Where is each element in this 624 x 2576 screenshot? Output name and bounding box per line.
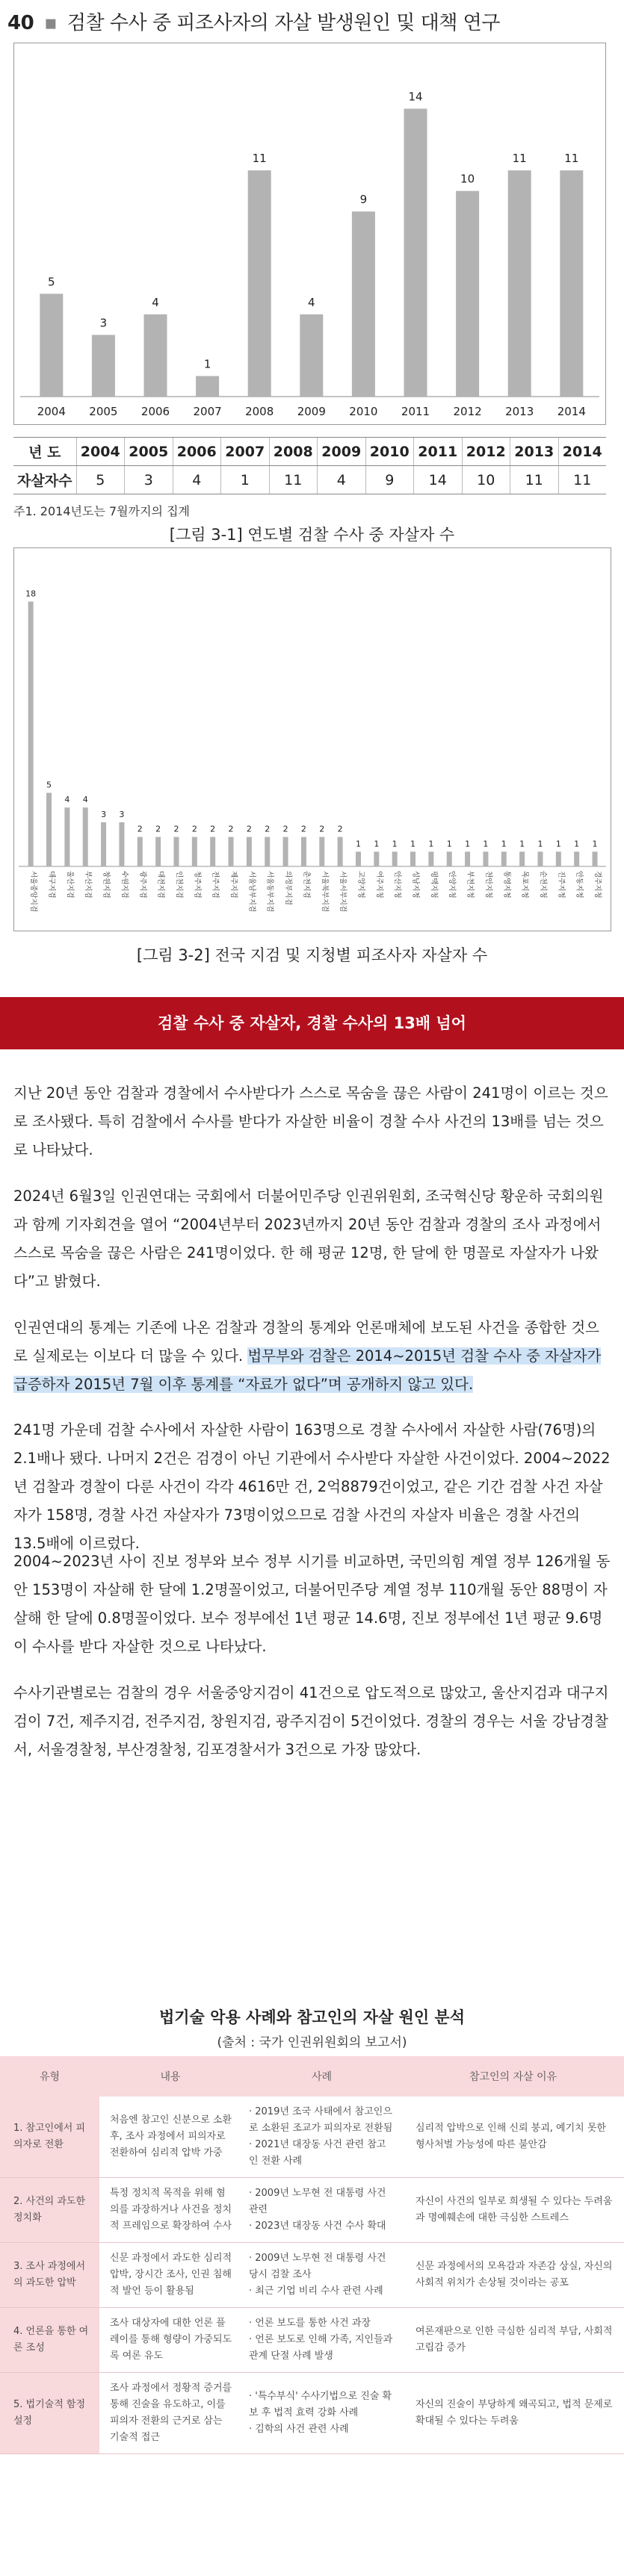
page-header-title: 검찰 수사 중 피조사자의 자살 발생원인 및 대책 연구 [67, 12, 500, 34]
bar-대구지검 [46, 793, 52, 867]
data-label-대구지검: 5 [46, 780, 52, 790]
analysis-table-row [0, 2308, 624, 2373]
data-label-전주지검: 2 [210, 824, 216, 834]
row-cases: · 2019년 조국 사태에서 참고인으로 소환된 조교가 피의자로 전환됨 · 2021년 대장동 사건 관련 참고인 전환 사례 [241, 2097, 402, 2178]
tick-label-서울동부지검: 서울동부지검 [265, 871, 274, 913]
data-label-2011: 14 [408, 90, 423, 104]
figure-caption-1: [그림 3-1] 연도별 검찰 수사 중 자살자 수 [169, 526, 455, 544]
row-content: 신문 과정에서 과도한 심리적 압박, 장시간 조사, 인권 침해적 발언 등이 활용됨 [99, 2243, 241, 2308]
data-label-2005: 3 [99, 316, 108, 330]
paragraph-3 [13, 1314, 611, 1399]
data-label-창원지검: 3 [101, 809, 107, 819]
tick-label-2012: 2012 [453, 405, 482, 418]
page-header [7, 7, 500, 35]
bar-안산지청 [392, 851, 398, 866]
data-label-2009: 4 [308, 295, 315, 309]
data-label-서울중앙지검: 18 [25, 589, 37, 599]
paragraph-2: 2024년 6월3일 인권연대는 국회에서 더불어민주당 인권위원회, 조국혁신당 황운하 국회의원과 함께 기자회견을 열어 “2004년부터 2023년까지 20년 동안 검찰과 경찰의 조사 과정에서 스스로 목숨을 끊은 사람은 241명이었다. 한 해 평균 12명, 한 달에 한 명꼴로 자살자가 나왔다”고 밝혔다. [13, 1188, 604, 1290]
tick-label-천안지청: 천안지청 [484, 871, 492, 899]
row-type: 2. 사건의 과도한 정치화 [0, 2178, 99, 2243]
bar-의정부지검 [283, 837, 288, 866]
analysis-table-row [0, 2097, 624, 2178]
bar-서울남부지검 [247, 837, 252, 866]
bar-2006 [144, 314, 167, 397]
tick-label-서울서부지검: 서울서부지검 [339, 871, 347, 913]
tick-label-2007: 2007 [193, 405, 222, 418]
bar-목포지청 [519, 851, 525, 866]
tick-label-춘천지검: 춘천지검 [302, 871, 311, 899]
analysis-table-row [0, 2243, 624, 2308]
row-content: 조사 대상자에 대한 언론 플레이를 통해 형량이 가중되도록 여론 유도 [99, 2308, 241, 2373]
tick-label-2013: 2013 [505, 405, 534, 418]
tick-label-대전지검: 대전지검 [156, 871, 165, 899]
analysis-table-row [0, 2373, 624, 2454]
tick-label-부산지검: 부산지검 [84, 871, 93, 899]
tick-label-2009: 2009 [297, 405, 326, 418]
yearly-table-year-row [13, 438, 606, 466]
year-cell-2009: 2009 [318, 438, 366, 466]
paragraph-5: 2004~2023년 사이 진보 정부와 보수 정부 시기를 비교하면, 국민의힘 계열 정부 126개월 동안 153명이 자살해 한 달에 1.2명꼴이었고, 더불어민주당 계열 정부 110개월 동안 88명이 자살해 한 달에 0.8명꼴이었다. 보수 정부에선 1년 평균 14.6명, 진보 정부에선 1년 평균 9.6명이 수사를 받다 자살한 것으로 나타났다. [13, 1553, 611, 1655]
data-label-2012: 10 [460, 172, 475, 186]
tick-label-2004: 2004 [37, 405, 66, 418]
bar-울산지검 [64, 807, 69, 866]
paragraph-1: 지난 20년 동안 검찰과 경찰에서 수사받다가 스스로 목숨을 끊은 사람이 241명이 이르는 것으로 조사됐다. 특히 검찰에서 수사를 받다가 자살한 비율이 경찰 수사 사건의 13배를 넘는 것으로 나타났다. [13, 1084, 608, 1158]
data-label-목포지청: 1 [519, 839, 525, 849]
data-label-인천지검: 2 [173, 824, 179, 834]
count-cell-2011: 14 [414, 466, 463, 494]
data-label-2004: 5 [48, 275, 55, 289]
tick-label-서울중앙지검: 서울중앙지검 [29, 871, 38, 913]
tick-label-의정부지검: 의정부지검 [284, 871, 293, 905]
data-label-울산지검: 4 [64, 795, 70, 805]
row-reason: 자신이 사건의 일부로 희생될 수 있다는 두려움과 명예훼손에 대한 극심한 스트레스 [402, 2178, 624, 2243]
year-cell-2007: 2007 [221, 438, 270, 466]
row-type: 3. 조사 과정에서의 과도한 압박 [0, 2243, 99, 2308]
row-content: 특정 정치적 목적을 위해 혐의를 과장하거나 사건을 정치적 프레임으로 확장하여 수사 [99, 2178, 241, 2243]
year-cell-2004: 2004 [76, 438, 125, 466]
data-label-제주지검: 2 [228, 824, 234, 834]
data-label-평택지청: 1 [428, 839, 434, 849]
data-label-서울서부지검: 2 [337, 824, 343, 834]
paragraph-6: 수사기관별로는 검찰의 경우 서울중앙지검이 41건으로 압도적으로 많았고, 울산지검과 대구지검이 7건, 제주지검, 전주지검, 창원지검, 광주지검이 5건이었다. 경찰의 경우는 서울 강남경찰서, 서울경찰청, 부산경찰청, 김포경찰서가 3건으로 가장 많았다. [13, 1684, 609, 1758]
bar-성남지청 [410, 851, 416, 866]
analysis-table-title: 법기술 악용 사례와 참고인의 자살 원인 분석 [158, 2008, 465, 2026]
year-cell-2005: 2005 [125, 438, 173, 466]
row-cases: · 언론 보도를 통한 사건 과장 · 언론 보도로 인해 가족, 지인들과 관계 단절 사례 발생 [241, 2308, 402, 2373]
count-cell-2010: 9 [365, 466, 414, 494]
year-cell-2014: 2014 [558, 438, 606, 466]
bar-부천지청 [465, 851, 470, 866]
section-banner: 검찰 수사 중 자살자, 경찰 수사의 13배 넘어 [0, 997, 624, 1049]
bar-2009 [300, 314, 323, 397]
bar-2012 [456, 191, 479, 397]
tick-label-서울남부지검: 서울남부지검 [247, 871, 256, 913]
data-label-청주지검: 2 [191, 824, 197, 834]
data-label-고양지청: 1 [355, 839, 361, 849]
bar-부산지검 [83, 807, 88, 866]
tick-label-광주지검: 광주지검 [138, 871, 147, 899]
bar-전주지검 [210, 837, 215, 866]
row-reason: 신문 과정에서의 모욕감과 자존감 상실, 자신의 사회적 위치가 손상될 것이라는 공포 [402, 2243, 624, 2308]
bar-안동지청 [574, 851, 579, 866]
year-cell-2012: 2012 [462, 438, 510, 466]
bar-창원지검 [101, 822, 106, 866]
tick-label-인천지검: 인천지검 [174, 871, 183, 899]
header-type: 유형 [0, 2056, 99, 2097]
tick-label-안동지청: 안동지청 [575, 871, 584, 899]
bar-청주지검 [192, 837, 197, 866]
count-cell-2007: 1 [221, 466, 270, 494]
yearly-table-count-row [13, 466, 606, 494]
count-cell-2014: 11 [558, 466, 606, 494]
bar-천안지청 [483, 851, 488, 866]
year-cell-2011: 2011 [414, 438, 463, 466]
bar-제주지검 [229, 837, 234, 866]
bar-여주지청 [374, 851, 379, 866]
count-cell-2005: 3 [125, 466, 173, 494]
year-cell-2006: 2006 [173, 438, 221, 466]
analysis-table-header [0, 2056, 624, 2097]
year-cell-2008: 2008 [269, 438, 318, 466]
bar-평택지청 [428, 851, 433, 866]
tick-label-고양지청: 고양지청 [356, 871, 365, 899]
bar-서울중앙지검 [28, 601, 34, 866]
header-reason: 참고인의 자살 이유 [402, 2056, 624, 2097]
tick-label-통영지청: 통영지청 [502, 871, 511, 899]
row-cases: · 2009년 노무현 전 대통령 사건 관련 · 2023년 대장동 사건 수사 확대 [241, 2178, 402, 2243]
bar-2005 [92, 335, 115, 397]
data-label-서울동부지검: 2 [265, 824, 271, 834]
bar-2010 [352, 211, 375, 397]
data-label-광주지검: 2 [137, 824, 143, 834]
analysis-table-row [0, 2178, 624, 2243]
data-label-서울북부지검: 2 [319, 824, 325, 834]
count-cell-2009: 4 [318, 466, 366, 494]
tick-label-청주지검: 청주지검 [193, 871, 202, 899]
tick-label-진주지청: 진주지청 [557, 871, 566, 899]
bar-통영지청 [501, 851, 507, 866]
bar-2011 [404, 109, 427, 397]
year-cell-2010: 2010 [365, 438, 414, 466]
row-cases: · '특수부식' 수사기법으로 진술 확보 후 법적 효력 강화 사례 · 김학의 사건 관련 사례 [241, 2373, 402, 2454]
tick-label-2010: 2010 [349, 405, 378, 418]
row-content: 조사 과정에서 정황적 증거를 통해 진술을 유도하고, 이를 피의자 전환의 근거로 삼는 기술적 접근 [99, 2373, 241, 2454]
tick-label-2006: 2006 [140, 405, 170, 418]
data-label-서울남부지검: 2 [246, 824, 252, 834]
bar-서울동부지검 [265, 837, 270, 866]
bar-순천지청 [537, 851, 543, 866]
chart-office-suicides [13, 547, 611, 931]
chart-office-svg [14, 548, 611, 931]
tick-label-순천지청: 순천지청 [538, 871, 547, 899]
bullet-icon: ▪ [43, 12, 58, 34]
bar-수원지검 [119, 822, 124, 866]
yearly-table [13, 437, 606, 494]
tick-label-여주지청: 여주지청 [374, 871, 383, 899]
data-label-성남지청: 1 [410, 839, 416, 849]
data-label-안산지청: 1 [392, 839, 398, 849]
header-cases: 사례 [241, 2056, 402, 2097]
bar-광주지검 [138, 837, 143, 866]
paragraph-3-text: 인권연대의 통계는 기존에 나온 검찰과 경찰의 통계와 언론매체에 보도된 사건을 종합한 것으로 실제로는 이보다 더 많을 수 있다. [13, 1319, 599, 1365]
bar-대전지검 [155, 837, 161, 866]
tick-label-2008: 2008 [245, 405, 274, 418]
chart-yearly-suicides [13, 43, 606, 425]
data-label-부산지검: 4 [82, 795, 88, 805]
data-label-수원지검: 3 [119, 809, 125, 819]
data-label-2007: 1 [203, 357, 211, 371]
count-cell-2004: 5 [76, 466, 125, 494]
data-label-대전지검: 2 [155, 824, 161, 834]
data-label-경주지청: 1 [592, 839, 598, 849]
tick-label-서울북부지검: 서울북부지검 [320, 871, 329, 913]
data-label-2006: 4 [152, 295, 159, 309]
bar-2013 [508, 170, 531, 397]
tick-label-부천지청: 부천지청 [466, 871, 475, 899]
row-type: 1. 참고인에서 피의자로 전환 [0, 2097, 99, 2178]
tick-label-전주지검: 전주지검 [211, 871, 220, 899]
chart-yearly-svg [14, 43, 605, 424]
bar-서울서부지검 [338, 837, 343, 866]
paragraph-3-highlight: 법무부와 검찰은 2014~2015년 검찰 수사 중 자살자가 급증하자 2015년 7월 이후 통계를 “자료가 없다”며 공개하지 않고 있다. [13, 1347, 602, 1393]
analysis-table [0, 2056, 624, 2454]
figure-caption-2: [그림 3-2] 전국 지검 및 지청별 피조사자 자살자 수 [136, 946, 488, 964]
tick-label-경주지청: 경주지청 [593, 871, 602, 899]
count-cell-2006: 4 [173, 466, 221, 494]
data-label-여주지청: 1 [374, 839, 380, 849]
bar-2014 [560, 170, 583, 397]
bar-2007 [196, 376, 219, 397]
count-cell-2013: 11 [510, 466, 559, 494]
analysis-table-body [0, 2097, 624, 2454]
count-cell-2008: 11 [269, 466, 318, 494]
header-content: 내용 [99, 2056, 241, 2097]
tick-label-성남지청: 성남지청 [411, 871, 420, 899]
tick-label-2014: 2014 [557, 405, 586, 418]
bar-춘천지검 [301, 837, 306, 866]
tick-label-2011: 2011 [401, 405, 430, 418]
yearly-table-year-head: 년 도 [13, 438, 76, 466]
tick-label-울산지검: 울산지검 [65, 871, 74, 899]
bar-고양지청 [356, 851, 361, 866]
tick-label-안산지청: 안산지청 [393, 871, 402, 899]
bar-서울북부지검 [319, 837, 324, 866]
bar-인천지검 [173, 837, 179, 866]
tick-label-목포지청: 목포지청 [520, 871, 529, 899]
row-cases: · 2009년 노무현 전 대통령 사건 당시 검찰 조사 · 최근 기업 비리 수사 관련 사례 [241, 2243, 402, 2308]
tick-label-수원지검: 수원지검 [120, 871, 129, 899]
row-type: 5. 법기술적 함정 설정 [0, 2373, 99, 2454]
data-label-2014: 11 [564, 152, 579, 166]
paragraph-4: 241명 가운데 검찰 수사에서 자살한 사람이 163명으로 경찰 수사에서 자살한 사람(76명)의 2.1배나 됐다. 나머지 2건은 검경이 아닌 기관에서 수사받다 자살한 사건이었다. 2004~2022년 검찰과 경찰이 다룬 사건이 각각 4616만 건, 2억8879건이었고, 같은 기간 검찰 사건 자살자가 158명, 경찰 사건 자살자가 73명이었으므로 검찰 사건의 자살자 비율은 경찰 사건의 13.5배에 이르렀다. [13, 1421, 611, 1552]
tick-label-2005: 2005 [89, 405, 118, 418]
row-type: 4. 언론을 통한 여론 조성 [0, 2308, 99, 2373]
data-label-의정부지검: 2 [282, 824, 288, 834]
row-reason: 심리적 압박으로 인해 신뢰 붕괴, 예기치 못한 형사처벌 가능성에 따른 불안감 [402, 2097, 624, 2178]
row-content: 처음엔 참고인 신분으로 소환 후, 조사 과정에서 피의자로 전환하여 심리적 압박 가중 [99, 2097, 241, 2178]
bar-2008 [248, 170, 271, 397]
tick-label-창원지검: 창원지검 [102, 871, 111, 899]
data-label-2013: 11 [512, 152, 527, 166]
page-number: 40 [7, 12, 34, 34]
row-reason: 여론재판으로 인한 극심한 심리적 부담, 사회적 고립감 증가 [402, 2308, 624, 2373]
row-reason: 자신의 진술이 부당하게 왜곡되고, 법적 문제로 확대될 수 있다는 두려움 [402, 2373, 624, 2454]
data-label-순천지청: 1 [537, 839, 543, 849]
yearly-table-count-head: 자살자수 [13, 466, 76, 494]
year-cell-2013: 2013 [510, 438, 559, 466]
bar-안양지청 [447, 851, 452, 866]
count-cell-2012: 10 [462, 466, 510, 494]
tick-label-제주지검: 제주지검 [229, 871, 238, 899]
bar-경주지청 [593, 851, 598, 866]
data-label-통영지청: 1 [501, 839, 507, 849]
data-label-부천지청: 1 [465, 839, 471, 849]
data-label-안양지청: 1 [446, 839, 452, 849]
data-label-2008: 11 [252, 152, 267, 166]
bar-2004 [40, 294, 63, 397]
data-label-2010: 9 [359, 193, 368, 207]
tick-label-안양지청: 안양지청 [448, 871, 457, 899]
data-label-천안지청: 1 [483, 839, 489, 849]
bar-진주지청 [556, 851, 561, 866]
chart-note: 주1. 2014년도는 7월까지의 집계 [13, 504, 190, 518]
data-label-안동지청: 1 [574, 839, 580, 849]
analysis-table-source: (출처 : 국가 인권위원회의 보고서) [217, 2035, 407, 2050]
tick-label-대구지검: 대구지검 [47, 871, 56, 899]
data-label-진주지청: 1 [555, 839, 561, 849]
tick-label-평택지청: 평택지청 [429, 871, 438, 899]
data-label-춘천지검: 2 [300, 824, 306, 834]
